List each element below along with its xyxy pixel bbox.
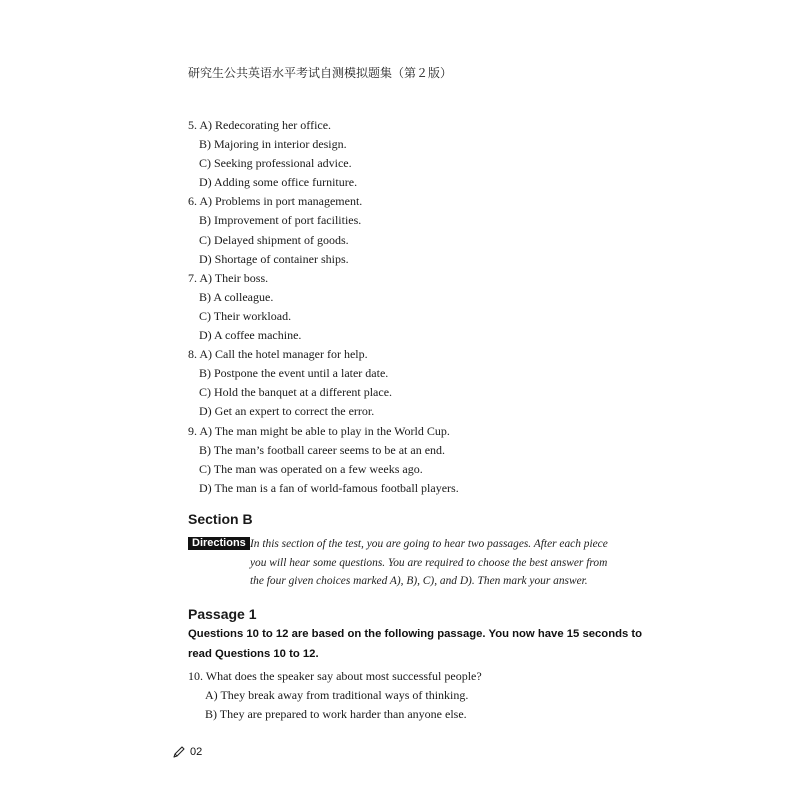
question-9-option-b: B) The man’s football career seems to be at an end. [199,442,446,457]
question-8-option-a: 8. A) Call the hotel manager for help. [188,347,368,362]
question-5-option-a: 5. A) Redecorating her office. [188,118,332,132]
questions-5-9 [188,116,618,498]
passage-1-instruction [188,624,643,664]
question-5-option-b: B) Majoring in interior design. [199,137,347,152]
question-6-option-d: D) Shortage of container ships. [199,251,349,266]
passage-1-instruction-line-1: Questions 10 to 12 are based on the following passage. You now have 15 seconds to [188,628,643,640]
question-6-option-a: 6. A) Problems in port management. [188,194,363,209]
running-header: 研究生公共英语水平考试自测模拟题集（第２版） [188,66,453,80]
question-7-option-b: B) A colleague. [199,289,274,304]
question-10 [188,667,618,724]
question-7-option-c: C) Their workload. [199,308,292,323]
question-9-option-d: D) The man is a fan of world-famous football players. [199,480,459,495]
question-10-stem: 10. What does the speaker say about most successful people? [188,669,482,683]
question-5-option-c: C) Seeking professional advice. [199,156,352,171]
pencil-icon [172,745,186,759]
passage-1-instruction-line-2: read Questions 10 to 12. [188,648,319,660]
passage-1-title: Passage 1 [188,606,257,622]
question-7-option-d: D) A coffee machine. [199,328,302,343]
question-8-option-d: D) Get an expert to correct the error. [199,404,375,419]
question-8-option-c: C) Hold the banquet at a different place. [199,385,393,400]
question-7-option-a: 7. A) Their boss. [188,270,269,285]
question-6-option-b: B) Improvement of port facilities. [199,213,362,228]
question-9-option-a: 9. A) The man might be able to play in the World Cup. [188,423,450,438]
directions-line-2: you will hear some questions. You are required to choose the best answer from [250,556,608,569]
page-footer [172,745,202,759]
question-5-option-d: D) Adding some office furniture. [199,175,358,190]
directions-label: Directions [188,537,250,550]
question-10-option-b: B) They are prepared to work harder than anyone else. [205,707,467,722]
question-6-option-c: C) Delayed shipment of goods. [199,232,349,247]
page-number: 02 [190,746,203,758]
section-b-title: Section B [188,511,253,527]
directions-text [250,535,612,591]
directions-line-3: the four given choices marked A), B), C), and D). Then mark your answer. [250,575,588,587]
directions-line-1: In this section of the test, you are going to hear two passages. After each piece [250,538,608,550]
question-10-option-a: A) They break away from traditional ways of thinking. [205,688,469,703]
question-9-option-c: C) The man was operated on a few weeks ago. [199,461,423,476]
question-8-option-b: B) Postpone the event until a later date. [199,366,389,381]
